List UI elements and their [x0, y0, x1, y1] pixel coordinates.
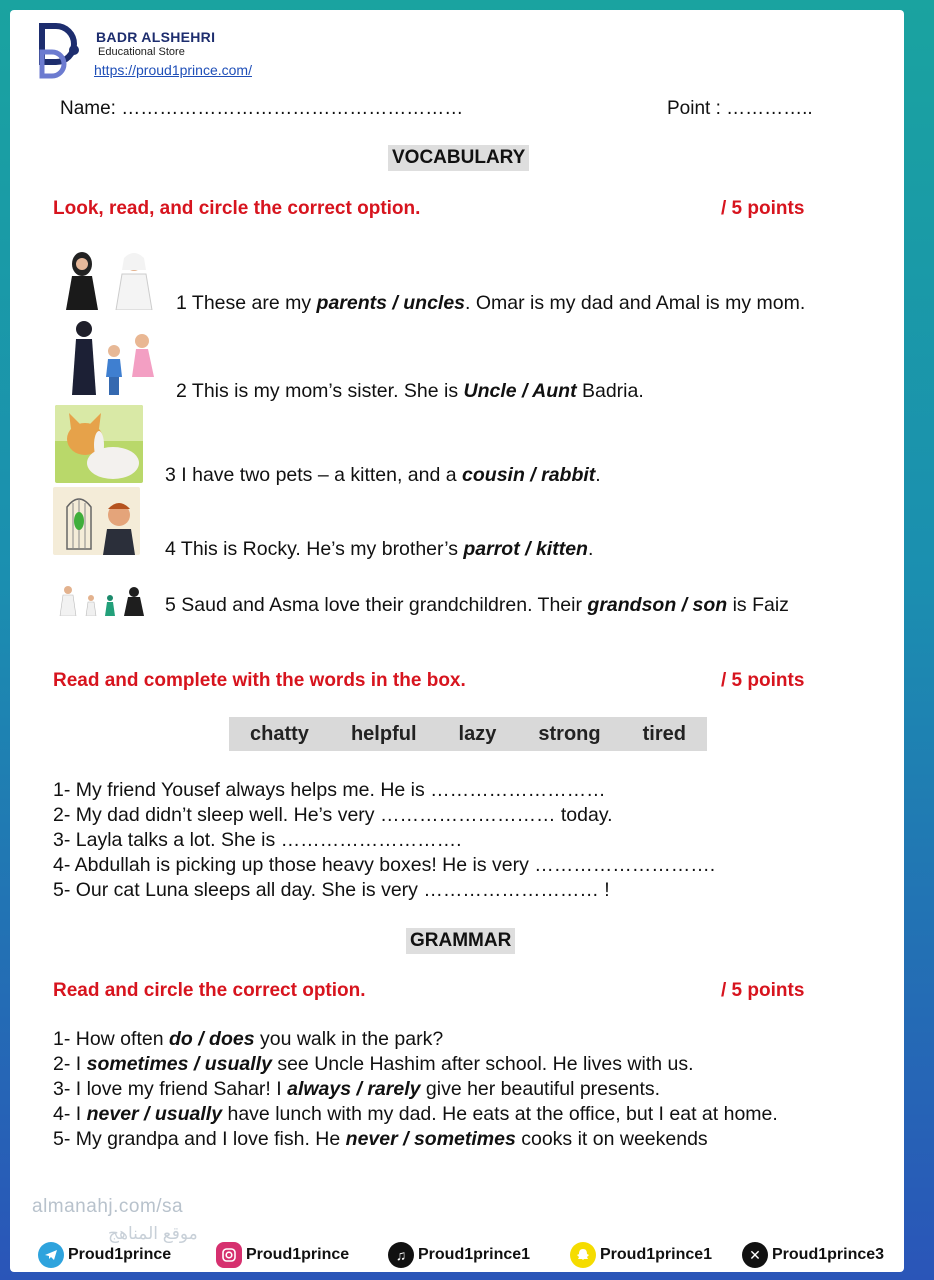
vocab-part2-instruction: Read and complete with the words in the box.	[53, 670, 466, 691]
parents-picture	[52, 248, 164, 310]
instagram-icon	[216, 1242, 242, 1268]
watermark-arabic: موقع المناهج	[108, 1224, 198, 1243]
brand-subtitle: Educational Store	[98, 46, 185, 58]
social-handle: Proud1prince	[68, 1246, 172, 1263]
grandparents-picture	[54, 584, 154, 616]
complete-item-4[interactable]: 4- Abdullah is picking up those heavy boxes! He is very ……………………….	[53, 854, 716, 876]
word-box-item: lazy	[458, 722, 497, 745]
brand-name: BADR ALSHEHRI	[96, 29, 216, 45]
complete-item-2[interactable]: 2- My dad didn’t sleep well. He’s very ……………………… today.	[53, 804, 613, 826]
word-box-item: strong	[538, 722, 601, 745]
complete-item-5[interactable]: 5- Our cat Luna sleeps all day. She is very ……………………… !	[53, 879, 610, 901]
word-box-item: helpful	[350, 722, 417, 745]
vocab-sentence-5: 5 Saud and Asma love their grandchildren. Their grandson / son is Faiz	[165, 594, 789, 616]
social-snapchat[interactable]	[570, 1242, 712, 1268]
grammar-item-4: 4- I never / usually have lunch with my dad. He eats at the office, but I eat at home.	[53, 1103, 778, 1125]
brand-logo-icon	[38, 22, 82, 80]
social-instagram[interactable]	[216, 1242, 349, 1268]
grammar-points: / 5 points	[721, 980, 805, 1001]
complete-item-3[interactable]: 3- Layla talks a lot. She is ……………………….	[53, 829, 462, 851]
grammar-options-3[interactable]: always / rarely	[287, 1078, 421, 1100]
vocab-part2-points: / 5 points	[721, 670, 805, 691]
grammar-instruction: Read and circle the correct option.	[53, 980, 366, 1001]
watermark-site: almanahj.com/sa	[32, 1196, 184, 1217]
social-handle: Proud1prince1	[418, 1246, 531, 1263]
social-handle: Proud1prince	[246, 1246, 350, 1263]
vocab-part1-points: / 5 points	[721, 198, 805, 219]
social-handle: Proud1prince3	[772, 1246, 885, 1263]
vocab-options-4[interactable]: parrot / kitten	[463, 538, 588, 560]
social-tiktok[interactable]	[388, 1242, 530, 1268]
family-picture	[62, 317, 162, 397]
grammar-item-5: 5- My grandpa and I love fish. He never / sometimes cooks it on weekends	[53, 1128, 708, 1150]
grammar-options-5[interactable]: never / sometimes	[345, 1128, 516, 1150]
name-field: Name: ………………………………………………	[60, 98, 464, 119]
word-box	[229, 717, 707, 751]
grammar-item-3: 3- I love my friend Sahar! I always / rarely give her beautiful presents.	[53, 1078, 661, 1100]
vocab-sentence-1: 1 These are my parents / uncles. Omar is my dad and Amal is my mom.	[176, 292, 806, 314]
social-handle: Proud1prince1	[600, 1246, 713, 1263]
complete-item-1[interactable]: 1- My friend Yousef always helps me. He is ………………………	[53, 779, 606, 801]
grammar-heading: GRAMMAR	[406, 928, 515, 954]
word-box-item: tired	[642, 722, 686, 745]
grammar-options-4[interactable]: never / usually	[86, 1103, 223, 1125]
snapchat-icon	[570, 1242, 596, 1268]
vocab-part1-instruction: Look, read, and circle the correct option.	[53, 198, 421, 219]
vocab-options-5[interactable]: grandson / son	[587, 594, 728, 616]
grammar-options-1[interactable]: do / does	[168, 1028, 255, 1050]
vocab-options-2[interactable]: Uncle / Aunt	[463, 380, 577, 402]
vocab-sentence-3: 3 I have two pets – a kitten, and a cousin / rabbit.	[165, 464, 601, 486]
brand-url-link[interactable]: https://proud1prince.com/	[94, 62, 252, 78]
vocabulary-heading: VOCABULARY	[388, 145, 529, 171]
word-box-item: chatty	[250, 722, 309, 745]
vocab-options-3[interactable]: cousin / rabbit	[462, 464, 596, 486]
grammar-item-1: 1- How often do / does you walk in the park?	[53, 1028, 444, 1050]
vocab-options-1[interactable]: parents / uncles	[316, 292, 466, 314]
pets-picture	[55, 405, 143, 483]
social-x[interactable]	[742, 1242, 884, 1268]
social-telegram[interactable]	[38, 1242, 171, 1268]
grammar-options-2[interactable]: sometimes / usually	[86, 1053, 272, 1075]
telegram-icon	[38, 1242, 64, 1268]
vocab-sentence-4: 4 This is Rocky. He’s my brother’s parrot / kitten.	[165, 538, 594, 560]
worksheet-page	[10, 10, 904, 1272]
parrot-picture	[53, 487, 140, 555]
x-icon: ✕	[742, 1242, 768, 1268]
vocab-sentence-2: 2 This is my mom’s sister. She is Uncle / Aunt Badria.	[176, 380, 644, 402]
point-field: Point : …………..	[667, 98, 813, 119]
tiktok-icon: ♫	[388, 1242, 414, 1268]
grammar-item-2: 2- I sometimes / usually see Uncle Hashim after school. He lives with us.	[53, 1053, 694, 1075]
